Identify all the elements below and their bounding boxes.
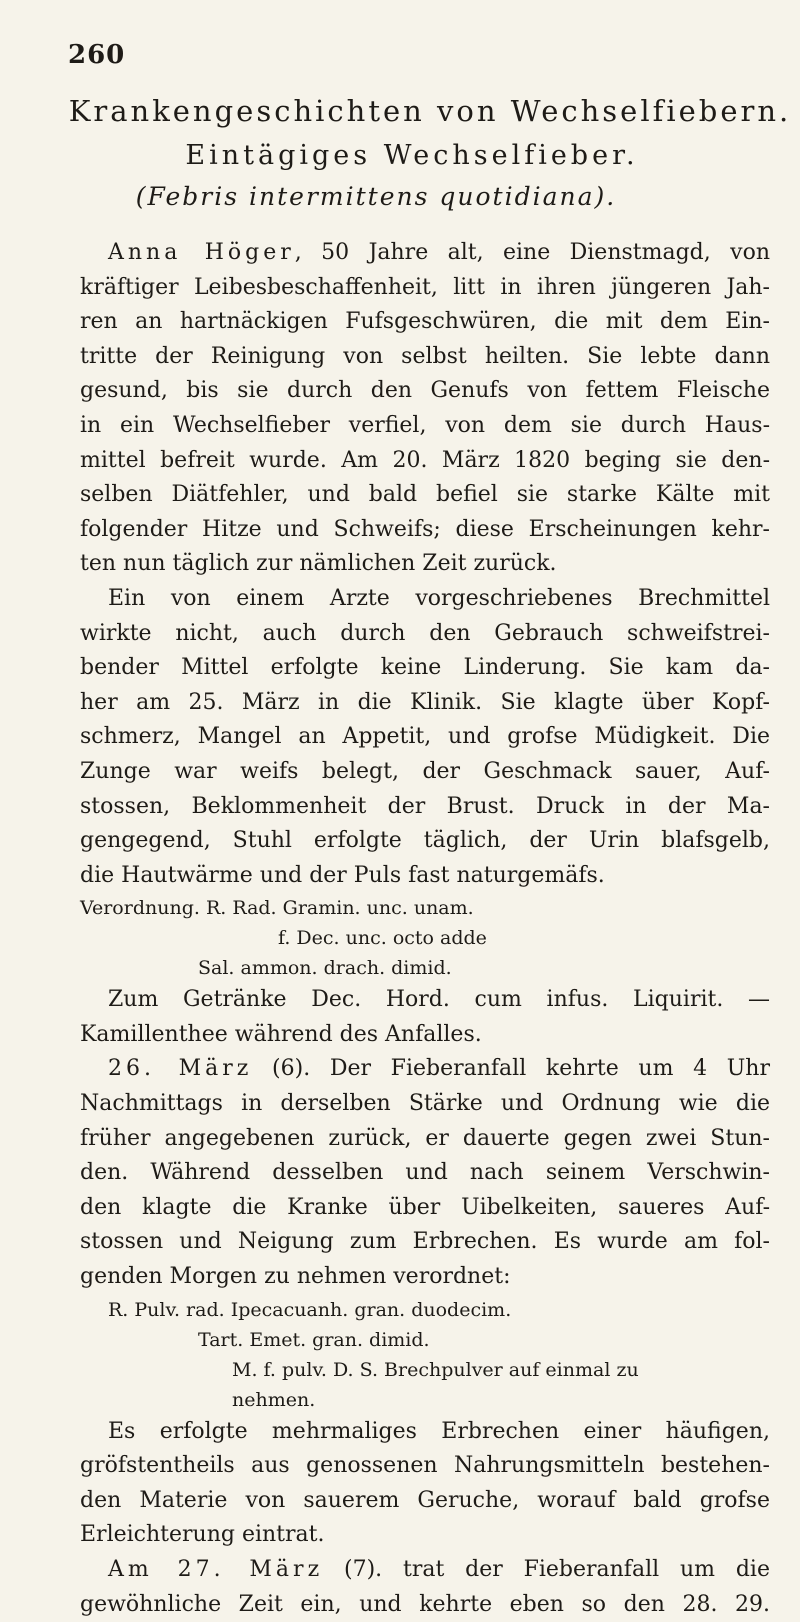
text-line: Kamillenthee während des Anfalles. [80, 1021, 482, 1047]
text-body [80, 236, 770, 1622]
text-line: folgender Hitze und Schweifs; diese Erscheinungen kehr- [80, 516, 770, 542]
chapter-title: Krankengeschichten von Wechselfiebern. [68, 94, 792, 128]
paragraph-4 [80, 1052, 770, 1294]
patient-name: Anna Höger [108, 240, 295, 265]
text-line: gewöhnliche Zeit ein, und kehrte eben so den 28. 29. [80, 1591, 770, 1617]
text-line: Zunge war weifs belegt, der Geschmack sauer, Auf- [80, 758, 770, 784]
entry-date: Am 27. März [108, 1557, 324, 1582]
text-line: stossen, Beklommenheit der Brust. Druck in der Ma- [80, 793, 770, 819]
prescription-line: M. f. pulv. D. S. Brechpulver auf einmal zu [232, 1358, 639, 1381]
text-line: kräftiger Leibesbeschaffenheit, litt in ihren jüngeren Jah- [80, 274, 770, 300]
text-line: selben Diätfehler, und bald befiel sie starke Kälte mit [80, 482, 770, 508]
text-line: den klagte die Kranke über Uibelkeiten, saueres Auf- [80, 1194, 770, 1220]
text-line: Anna Höger, 50 Jahre alt, eine Dienstmagd, von [108, 240, 770, 265]
prescription-2 [80, 1295, 770, 1415]
text-line: tritte der Reinigung von selbst heilten. Sie lebte dann [80, 343, 770, 369]
text-line: in ein Wechselfieber verfiel, von dem sie durch Haus- [80, 412, 770, 438]
paragraph-2 [80, 582, 770, 893]
prescription-1 [80, 893, 770, 983]
text-line: ten nun täglich zur nämlichen Zeit zurück. [80, 551, 557, 577]
paragraph-6 [80, 1553, 770, 1622]
text-line: wirkte nicht, auch durch den Gebrauch schweifstrei- [80, 620, 770, 646]
paragraph-1 [80, 236, 770, 582]
text-line: gesund, bis sie durch den Genufs von fettem Fleische [80, 378, 770, 404]
text-line: Es erfolgte mehrmaliges Erbrechen einer häufigen, [108, 1418, 770, 1444]
text-line: Am 27. März (7). trat der Fieberanfall um die [108, 1557, 770, 1582]
text-line: ren an hartnäckigen Fufsgeschwüren, die mit dem Ein- [80, 309, 770, 335]
text-line: Nachmittags in derselben Stärke und Ordnung wie die [80, 1091, 770, 1117]
paragraph-5 [80, 1415, 770, 1553]
text-line: stossen und Neigung zum Erbrechen. Es wurde am fol- [80, 1229, 770, 1255]
text-line: Erleichterung eintrat. [80, 1522, 325, 1548]
text-line: 26. März (6). Der Fieberanfall kehrte um 4 Uhr [108, 1056, 770, 1082]
text-line: gröfstentheils aus genossenen Nahrungsmitteln bestehen- [80, 1453, 770, 1479]
text-line: Ein von einem Arzte vorgeschriebenes Brechmittel [108, 585, 770, 611]
prescription-line: nehmen. [232, 1388, 316, 1411]
text-line: schmerz, Mangel an Appetit, und grofse Müdigkeit. Die [80, 724, 770, 750]
latin-subheading: (Febris intermittens quotidiana). [135, 182, 617, 211]
text-line: früher angegebenen zurück, er dauerte gegen zwei Stun- [80, 1125, 770, 1151]
page-number: 260 [68, 40, 126, 70]
entry-date: 26. März [108, 1056, 253, 1082]
text-line: den. Während desselben und nach seinem Verschwin- [80, 1160, 770, 1186]
text-line: genden Morgen zu nehmen verordnet: [80, 1264, 511, 1290]
prescription-line: R. Pulv. rad. Ipecacuanh. gran. duodecim. [108, 1298, 512, 1321]
text-line: die Hautwärme und der Puls fast naturgemäfs. [80, 862, 605, 888]
prescription-line: Sal. ammon. drach. dimid. [198, 957, 452, 980]
paragraph-3 [80, 983, 770, 1052]
text-line: mittel befreit wurde. Am 20. März 1820 beging sie den- [80, 447, 770, 473]
text-line: her am 25. März in die Klinik. Sie klagte über Kopf- [80, 689, 770, 715]
prescription-line: Tart. Emet. gran. dimid. [198, 1328, 430, 1351]
prescription-line: f. Dec. unc. octo adde [278, 927, 487, 950]
prescription-line: Verordnung. R. Rad. Gramin. unc. unam. [80, 897, 474, 920]
text-line: bender Mittel erfolgte keine Linderung. Sie kam da- [80, 655, 770, 681]
text-line: gengegend, Stuhl erfolgte täglich, der Urin blafsgelb, [80, 828, 770, 854]
section-heading: Eintägiges Wechselfieber. [185, 140, 639, 171]
text-line: Zum Getränke Dec. Hord. cum infus. Liquirit. — [108, 987, 770, 1013]
text-line: den Materie von sauerem Geruche, worauf bald grofse [80, 1487, 770, 1513]
